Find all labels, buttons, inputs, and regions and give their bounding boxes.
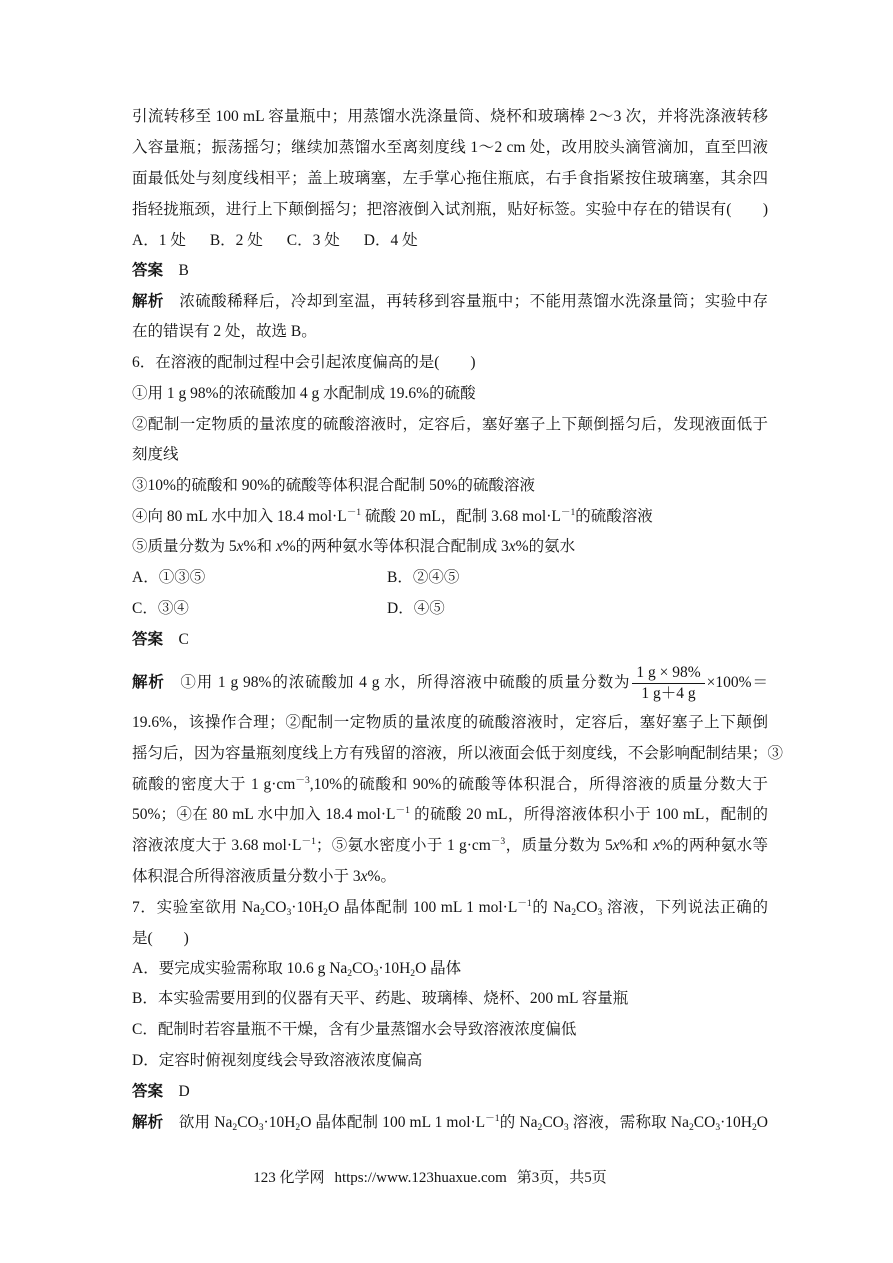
statement-line: ⑤质量分数为 5x%和 x%的两种氨水等体积混合配制成 3x%的氨水 — [132, 538, 576, 555]
footer-site: 123 化学网 — [253, 1170, 325, 1186]
option-a: A．①③⑤ — [132, 569, 206, 586]
options-row — [132, 226, 442, 256]
subscript: 2 — [260, 906, 265, 918]
statement-line: ①用 1 g 98%的浓硫酸加 4 g 水配制成 19.6%的硫酸 — [132, 385, 476, 402]
analysis-line: 硫酸的密度大于 1 $g\cdot cm^{-3},10\%$的硫酸和 90%的硫酸等体积混合，所得溶液的质量分数大于 — [132, 775, 768, 793]
answer-row — [132, 625, 189, 655]
statement-line: ④向 80 mL 水中加入 18.4 $mol\cdot L^{-1}$ 硫酸 20 mL，配制 3.68 $mol\cdot L^{-1}$的硫酸溶液 — [132, 507, 653, 525]
subscript: 3 — [258, 1121, 264, 1133]
question-stem: 6．在溶液的配制过程中会引起浓度偏高的是( ) — [132, 354, 476, 371]
analysis-label: 解析 — [132, 293, 164, 310]
option-c: C．3 处 — [286, 232, 340, 249]
subscript: 2 — [689, 1121, 694, 1133]
footer-page-number: 第3页，共5页 — [516, 1170, 607, 1186]
option-a: A．1 处 — [132, 232, 186, 249]
analysis-line: 在的错误有 2 处，故选 B。 — [132, 323, 317, 340]
option-d: D．定容时俯视刻度线会导致溶液浓度偏高 — [132, 1052, 423, 1069]
statement-line: ②配制一定物质的量浓度的硫酸溶液时，定容后，塞好塞子上下颠倒摇匀后，发现液面低于 — [132, 416, 768, 433]
subscript: 3 — [597, 906, 603, 918]
subscript: 2 — [537, 1121, 543, 1133]
subscript: 2 — [410, 967, 416, 979]
statement-line: 刻度线 — [132, 446, 179, 463]
superscript: －3 — [490, 836, 506, 848]
option-b: B．本实验需要用到的仪器有天平、药匙、玻璃棒、烧杯、200 mL 容量瓶 — [132, 990, 629, 1007]
analysis-label: 解析 — [132, 1114, 164, 1131]
options-row — [132, 563, 460, 593]
option-c: C．③④ — [132, 600, 189, 617]
answer-label: 答案 — [132, 262, 164, 279]
option-d: D．④⑤ — [387, 600, 445, 617]
subscript: 3 — [373, 967, 379, 979]
answer-value: B — [178, 262, 189, 279]
fraction-denominator: 1 g＋4 g — [632, 683, 704, 704]
analysis-label: 解析 — [132, 674, 165, 691]
italic-variable: x — [275, 538, 283, 555]
page-footer — [0, 1166, 860, 1190]
option-c: C．配制时若容量瓶不干燥，含有少量蒸馏水会导致溶液浓度偏低 — [132, 1021, 577, 1038]
analysis-line: 溶液浓度大于 3.68 $mol\cdot L^{-1}$；⑤氨水密度小于 1 $g\cdot cm^{-3}$，质量分数为 5x%和 x%的两种氨水等 — [132, 836, 768, 854]
analysis-line: 体积混合所得溶液质量分数小于 3x%。 — [132, 868, 396, 885]
analysis-line: 50%；④在 80 mL 水中加入 18.4 $mol\cdot L^{-1}$ 的硫酸 20 mL，所得溶液体积小于 100 mL，配制的 — [132, 805, 768, 823]
option-d: D．4 处 — [363, 232, 418, 249]
answer-value: D — [178, 1083, 190, 1100]
superscript: －1 — [301, 836, 316, 848]
statement-line: ③10%的硫酸和 90%的硫酸等体积混合配制 50%的硫酸溶液 — [132, 477, 535, 494]
subscript: 3 — [563, 1121, 569, 1133]
superscript: －1 — [560, 507, 576, 519]
fraction-numerator: 1 g × 98% — [636, 663, 701, 681]
analysis-line: 19.6%，该操作合理；②配制一定物质的量浓度的硫酸溶液时，定容后，塞好塞子上下颠倒 — [132, 714, 768, 731]
italic-variable: x — [508, 538, 516, 555]
superscript: －1 — [517, 898, 532, 910]
subscript: 3 — [286, 906, 292, 918]
question-stem-line: 引流转移至 100 mL 容量瓶中；用蒸馏水洗涤量筒、烧杯和玻璃棒 2～3 次，并将洗涤液转移 — [132, 108, 768, 125]
subscript: 2 — [571, 906, 576, 918]
answer-value: C — [178, 631, 189, 648]
analysis-line: 浓硫酸稀释后，冷却到室温，再转移到容量瓶中；不能用蒸馏水洗涤量筒；实验中存 — [179, 293, 768, 310]
option-a: A．要完成实验需称取 10.6 g $Na_2CO_3\cdot 10H_2O$ 晶体 — [132, 960, 462, 979]
subscript: 3 — [715, 1121, 721, 1133]
answer-label: 答案 — [132, 631, 164, 648]
option-b: B．2 处 — [209, 232, 263, 249]
italic-variable: x — [360, 868, 368, 885]
option-b: B．②④⑤ — [387, 569, 460, 586]
footer-url: https://www.123huaxue.com — [334, 1170, 507, 1186]
analysis-row — [132, 1108, 768, 1138]
superscript: －3 — [295, 775, 310, 787]
question-stem-line: 是( ) — [132, 930, 189, 947]
answer-label: 答案 — [132, 1083, 164, 1100]
question-stem-line: 7．实验室欲用 $Na_2CO_3\cdot 10H_2O$ 晶体配制 100 mL 1 $mol\cdot L^{-1}$的 $Na_2CO_3$ 溶液，下列说法正确的 — [132, 898, 768, 918]
superscript: －1 — [346, 507, 362, 519]
subscript: 2 — [232, 1121, 238, 1133]
question-stem-line: 面最低处与刻度线相平；盖上玻璃塞，左手掌心拖住瓶底，右手食指紧按住玻璃塞，其余四 — [132, 170, 768, 187]
analysis-line: ①用 1 g 98%的浓硫酸加 4 g 水，所得溶液中硫酸的质量分数为 $\frac{1 g \times 98\%}{1 g+4 g}$ ×100%＝ — [180, 663, 768, 702]
subscript: 2 — [752, 1121, 757, 1133]
analysis-line: 欲用 $Na_2CO_3\cdot 10H_2O$ 晶体配制 100 mL 1 $mol\cdot L^{-1}$的 $Na_2CO_3$ 溶液，需称取 $Na_2CO_3\cdot 10H_2O$ — [178, 1113, 768, 1133]
options-row — [132, 594, 445, 624]
italic-variable: x — [612, 837, 620, 854]
answer-row — [132, 256, 189, 286]
subscript: 2 — [295, 1121, 301, 1133]
analysis-line: 摇匀后，因为容量瓶刻度线上方有残留的溶液，所以液面会低于刻度线，不会影响配制结果；③ — [132, 745, 784, 762]
subscript: 2 — [347, 967, 353, 979]
question-stem-line: 入容量瓶；振荡摇匀；继续加蒸馏水至离刻度线 1～2 cm 处，改用胶头滴管滴加，直至凹液 — [132, 139, 768, 156]
analysis-row — [132, 661, 768, 705]
analysis-row — [132, 287, 768, 317]
question-stem-line: 指轻拢瓶颈，进行上下颠倒摇匀；把溶液倒入试剂瓶，贴好标签。实验中存在的错误有( ) — [132, 201, 768, 218]
subscript: 2 — [323, 906, 328, 918]
italic-variable: x — [236, 538, 244, 555]
fraction — [632, 663, 704, 704]
superscript: －1 — [485, 1113, 500, 1125]
answer-row — [132, 1077, 190, 1107]
superscript: －1 — [395, 805, 410, 817]
italic-variable: x — [653, 837, 660, 854]
